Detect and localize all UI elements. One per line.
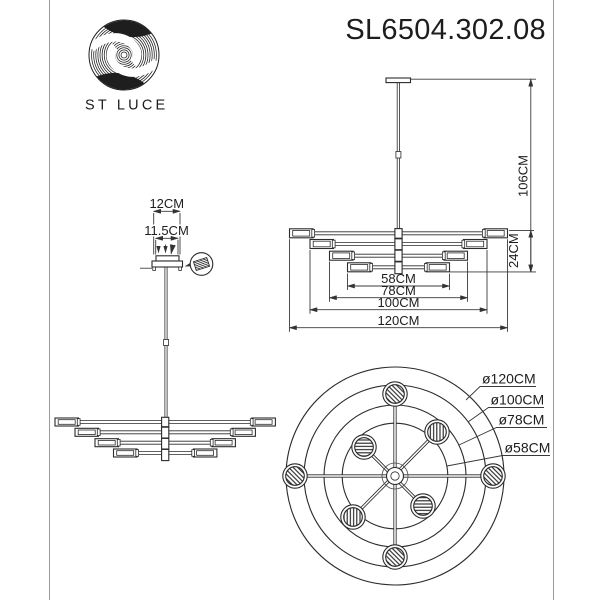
mounting-arrows	[159, 245, 173, 254]
hub-segment	[162, 427, 169, 438]
lamp-head-inner	[215, 440, 232, 445]
lamp-disc	[286, 467, 305, 486]
lamp-collar	[230, 429, 233, 436]
canopy-inner-label: 11.5CM	[144, 222, 189, 238]
dia-58-label: ø58CM	[504, 439, 551, 456]
lamp-disc	[355, 438, 374, 457]
fixture-body-left	[55, 417, 275, 460]
ceiling-canopy	[140, 256, 183, 271]
top-view	[283, 367, 551, 585]
lamp-collar	[442, 252, 445, 260]
suspension-stem-left	[164, 268, 169, 418]
lamp-disc	[344, 508, 363, 527]
suspension-stem-right	[396, 83, 401, 229]
lamp-disc	[386, 548, 405, 567]
span-78-label: 78CM	[381, 283, 416, 298]
lamp-collar	[462, 240, 465, 248]
hub-segment	[162, 438, 169, 449]
diameter-labels	[447, 371, 550, 467]
logo-ring	[119, 50, 129, 60]
brand-logo	[89, 17, 159, 92]
lamp-collar	[136, 450, 139, 457]
lamp-head-inner	[313, 241, 330, 247]
lamp-disc	[428, 423, 447, 442]
lamp-head-inner	[78, 430, 95, 435]
lamp-collar	[77, 419, 80, 426]
lamp-disc	[386, 385, 405, 404]
lamp-head-inner	[351, 265, 368, 271]
lamp-collar	[250, 419, 253, 426]
lamp-head-inner	[429, 265, 446, 271]
lamp-head-inner	[467, 241, 484, 247]
lamp-collar	[312, 230, 315, 238]
lamp-collar	[210, 439, 213, 446]
lamp-head-inner	[293, 231, 310, 237]
lamp-collar	[192, 450, 195, 457]
lamp-disc	[414, 497, 433, 516]
hub-segment	[162, 449, 169, 460]
lamp-collar	[97, 429, 100, 436]
hub-segment	[395, 250, 402, 261]
canopy-width-label: 12CM	[149, 196, 185, 211]
ceiling-plate	[386, 78, 411, 83]
lamp-head-inner	[98, 440, 115, 445]
detail-callout	[186, 253, 213, 276]
hub-segment	[162, 417, 169, 426]
hub-segment	[395, 239, 402, 250]
lamp-head-inner	[333, 253, 350, 259]
span-120-label: 120CM	[377, 313, 420, 328]
side-view-left	[55, 196, 275, 461]
lamp-head-inner	[255, 420, 272, 425]
lamp-collar	[352, 252, 355, 260]
dia-120-label: ø120CM	[482, 370, 536, 387]
lamp-collar	[424, 264, 427, 272]
lamp-head-inner	[235, 430, 252, 435]
lamp-head-inner	[58, 420, 75, 425]
dia-78-label: ø78CM	[498, 411, 545, 428]
span-100-label: 100CM	[377, 295, 420, 310]
side-view-dimensioned	[290, 78, 537, 332]
lamp-collar	[117, 439, 120, 446]
fixture-body-right	[290, 229, 508, 274]
callout-leader-arrow	[186, 265, 191, 266]
brand-wordmark: ST LUCE	[85, 97, 169, 114]
dia-100-label: ø100CM	[490, 391, 545, 408]
hub-segment	[395, 229, 402, 239]
lamp-collar	[332, 240, 335, 248]
lamp-head-inner	[117, 451, 134, 456]
lamp-head-inner	[197, 451, 214, 456]
model-number: SL6504.302.08	[345, 14, 546, 46]
lamp-head-inner	[447, 253, 464, 259]
lamp-collar	[370, 264, 373, 272]
span-58-label: 58CM	[381, 271, 416, 287]
body-height-label: 24CM	[506, 233, 521, 268]
lamp-head-inner	[487, 231, 504, 237]
logo-ring	[121, 52, 127, 58]
canopy-inner-dimension	[143, 223, 190, 255]
lamp-disc	[484, 467, 503, 486]
overall-height-label: 106CM	[515, 155, 531, 197]
lamp-collar	[482, 230, 485, 238]
